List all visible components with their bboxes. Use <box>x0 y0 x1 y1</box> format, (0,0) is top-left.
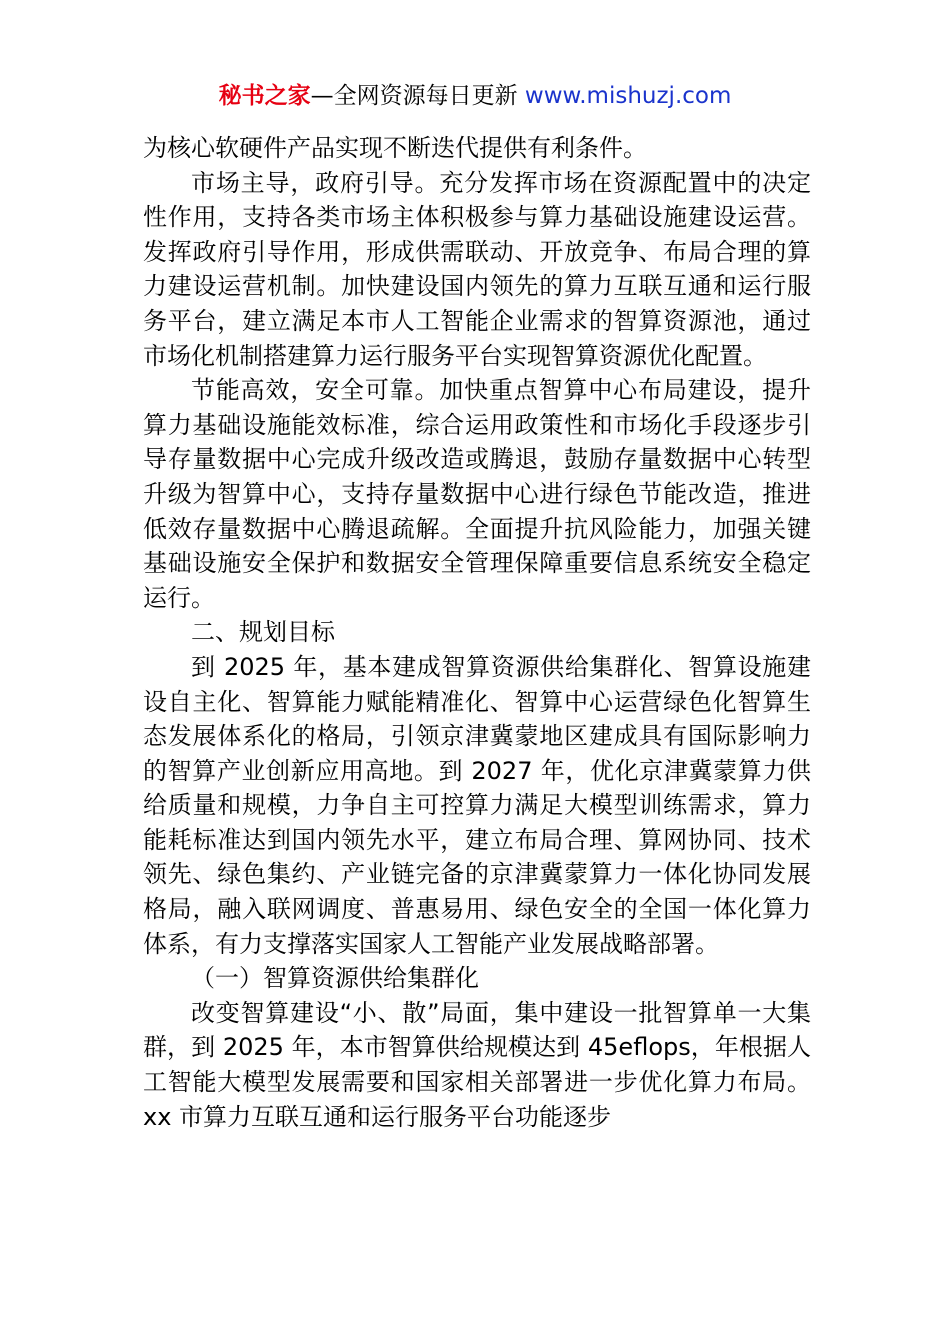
site-url[interactable]: www.mishuzj.com <box>524 83 732 109</box>
paragraph-energy-efficiency: 节能高效，安全可靠。加快重点智算中心布局建设，提升算力基础设施能效标准，综合运用政策性和市场化手段逐步引导存量数据中心完成升级改造或腾退，鼓励存量数据中心转型升级为智算中心，支持存量数据中心进行绿色节能改造，推进低效存量数据中心腾退疏解。全面提升抗风险能力，加强关键基础设施安全保护和数据安全管理保障重要信息系统安全稳定运行。 <box>143 376 811 612</box>
site-header <box>0 80 950 112</box>
paragraph-clustering: 改变智算建设“小、散”局面，集中建设一批智算单一大集群，到 2025 年，本市智算供给规模达到 45eflops，年根据人工智能大模型发展需要和国家相关部署进一步优化算力布局。xx 市算力互联互通和运行服务平台功能逐步 <box>143 998 811 1131</box>
site-brand: 秘书之家 <box>218 83 311 109</box>
section-heading-goals: 二、规划目标 <box>191 618 335 647</box>
document-body <box>143 131 811 1134</box>
paragraph-market-led: 市场主导，政府引导。充分发挥市场在资源配置中的决定性作用，支持各类市场主体积极参与算力基础设施建设运营。发挥政府引导作用，形成供需联动、开放竞争、布局合理的算力建设运营机制。加快建设国内领先的算力互联互通和运行服务平台，建立满足本市人工智能企业需求的智算资源池，通过市场化机制搭建算力运行服务平台实现智算资源优化配置。 <box>143 168 811 370</box>
subsection-heading-clustering: （一）智算资源供给集群化 <box>191 964 479 993</box>
paragraph-goals: 到 2025 年，基本建成智算资源供给集群化、智算设施建设自主化、智算能力赋能精准化、智算中心运营绿色化智算生态发展体系化的格局，引领京津冀蒙地区建成具有国际影响力的智算产业创新应用高地。到 2027 年，优化京津冀蒙算力供给质量和规模，力争自主可控算力满足大模型训练需求，算力能耗标准达到国内领先水平，建立布局合理、算网协同、技术领先、绿色集约、产业链完备的京津冀蒙算力一体化协同发展格局，融入联网调度、普惠易用、绿色安全的全国一体化算力体系，有力支撑落实国家人工智能产业发展战略部署。 <box>143 652 811 958</box>
site-tagline: —全网资源每日更新 <box>310 83 518 109</box>
paragraph-continuation: 为核心软硬件产品实现不断迭代提供有利条件。 <box>143 134 647 162</box>
